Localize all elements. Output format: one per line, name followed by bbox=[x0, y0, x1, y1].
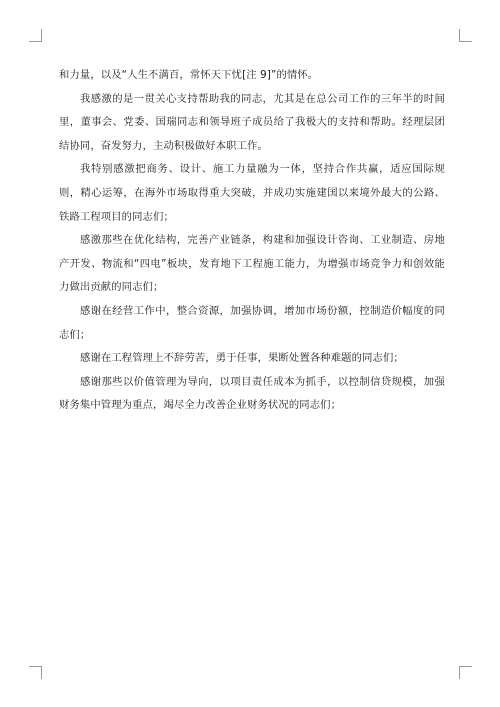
top-left-crop-mark bbox=[29, 29, 42, 42]
paragraph-gratitude-overseas: 我特别感激把商务、设计、施工力量融为一体，坚持合作共赢，适应国际规则，精心运筹，在海外市场取得重大突破，并成功实施建国以来境外最大的公路、铁路工程项目的同志们； bbox=[59, 163, 445, 223]
bottom-left-crop-mark bbox=[29, 666, 42, 679]
bottom-right-crop-mark bbox=[459, 666, 472, 679]
paragraph-continuation: 和力量，以及“人生不满百，常怀天下忧[注 9]”的情怀。 bbox=[59, 69, 319, 81]
paragraph-gratitude-engineering: 感谢在工程管理上不辞劳苦，勇于任事，果断处置各种难题的同志们； bbox=[80, 352, 404, 365]
paragraph-gratitude-structure: 感激那些在优化结构，完善产业链条，构建和加强设计咨询、工业制造、房地产开发、物流和“四电”板块，发育地下工程施工能力，为增强市场竞争力和创效能力做出贡献的同志们； bbox=[59, 234, 445, 294]
document-body bbox=[59, 64, 445, 418]
paragraph-gratitude-finance: 感谢那些以价值管理为导向，以项目责任成本为抓手，以控制信贷规模，加强财务集中管理为重点，竭尽全力改善企业财务状况的同志们； bbox=[59, 375, 445, 412]
paragraph-gratitude-leadership: 我感激的是一贯关心支持帮助我的同志，尤其是在总公司工作的三年半的时间里，董事会、党委、国瑞同志和领导班子成员给了我极大的支持和帮助。经理层团结协同，奋发努力，主动积极做好本职工作。 bbox=[59, 92, 445, 152]
paragraph-gratitude-operations: 感谢在经营工作中，整合资源，加强协调，增加市场份额，控制造价幅度的同志们； bbox=[59, 304, 445, 341]
top-right-crop-mark bbox=[459, 29, 472, 42]
